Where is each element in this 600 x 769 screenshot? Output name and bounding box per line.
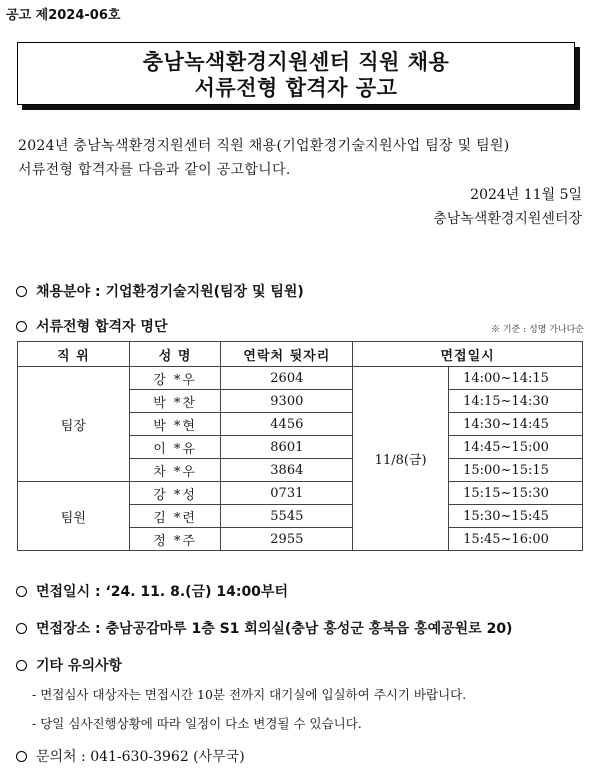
header-contact: 연락처 뒷자리 xyxy=(221,342,353,367)
time-cell: 14:30~14:45 xyxy=(449,413,583,436)
title-line-2: 서류전형 합격자 공고 xyxy=(194,76,398,100)
section-other-notes xyxy=(16,655,122,675)
note-item: - 당일 심사진행상황에 따라 일정이 다소 변경될 수 있습니다. xyxy=(32,716,362,731)
digits-cell: 2955 xyxy=(221,528,353,551)
table-row xyxy=(18,367,583,390)
intro-paragraph xyxy=(18,134,586,182)
section-field xyxy=(16,281,304,301)
section-contact xyxy=(16,746,245,766)
name-cell: 정 *주 xyxy=(129,528,221,551)
interview-place-text: 면접장소 : 충남공감마루 1층 S1 회의실(충남 홍성군 홍북읍 홍예공원로 20) xyxy=(36,621,513,637)
intro-line-1: 2024년 충남녹색환경지원센터 직원 채용(기업환경기술지원사업 팀장 및 팀원) xyxy=(18,138,510,154)
contact-text: 문의처 : 041-630-3962 (사무국) xyxy=(36,749,245,765)
interview-date-cell: 11/8(금) xyxy=(353,367,449,551)
circle-bullet-icon xyxy=(16,586,27,597)
section-field-text: 채용분야 : 기업환경기술지원(팀장 및 팀원) xyxy=(36,284,304,300)
name-cell: 김 *련 xyxy=(129,505,221,528)
section-roster xyxy=(16,316,167,336)
roster-basis: ※ 기준 : 성명 가나다순 xyxy=(490,325,584,335)
intro-line-2: 서류전형 합격자를 다음과 같이 공고합니다. xyxy=(18,162,291,178)
circle-bullet-icon xyxy=(16,286,27,297)
position-cell: 팀원 xyxy=(18,482,130,551)
time-cell: 15:00~15:15 xyxy=(449,459,583,482)
notice-number: 공고 제2024-06호 xyxy=(6,8,121,23)
time-cell: 15:15~15:30 xyxy=(449,482,583,505)
digits-cell: 3864 xyxy=(221,459,353,482)
name-cell: 강 *우 xyxy=(129,367,221,390)
digits-cell: 8601 xyxy=(221,436,353,459)
signer: 충남녹색환경지원센터장 xyxy=(433,211,582,227)
interview-datetime-text: 면접일시 : ‘24. 11. 8.(금) 14:00부터 xyxy=(36,584,288,600)
circle-bullet-icon xyxy=(16,751,27,762)
name-cell: 차 *우 xyxy=(129,459,221,482)
name-cell: 강 *성 xyxy=(129,482,221,505)
notice-date: 2024년 11월 5일 xyxy=(470,187,582,203)
header-name: 성 명 xyxy=(129,342,221,367)
title-box xyxy=(17,42,575,105)
roster-table xyxy=(17,341,583,551)
circle-bullet-icon xyxy=(16,623,27,634)
table-header-row xyxy=(18,342,583,367)
table-row xyxy=(18,482,583,505)
section-interview-place xyxy=(16,618,512,638)
position-cell: 팀장 xyxy=(18,367,130,482)
digits-cell: 0731 xyxy=(221,482,353,505)
header-position: 직 위 xyxy=(18,342,130,367)
time-cell: 14:15~14:30 xyxy=(449,390,583,413)
time-cell: 14:00~14:15 xyxy=(449,367,583,390)
note-item: - 면접심사 대상자는 면접시간 10분 전까지 대기실에 입실하여 주시기 바랍니다. xyxy=(32,687,467,702)
name-cell: 박 *찬 xyxy=(129,390,221,413)
circle-bullet-icon xyxy=(16,660,27,671)
title-line-1: 충남녹색환경지원센터 직원 채용 xyxy=(142,50,450,74)
name-cell: 이 *유 xyxy=(129,436,221,459)
name-cell: 박 *현 xyxy=(129,413,221,436)
digits-cell: 5545 xyxy=(221,505,353,528)
digits-cell: 4456 xyxy=(221,413,353,436)
circle-bullet-icon xyxy=(16,321,27,332)
section-interview-datetime xyxy=(16,581,288,601)
section-roster-text: 서류전형 합격자 명단 xyxy=(36,319,168,335)
digits-cell: 2604 xyxy=(221,367,353,390)
digits-cell: 9300 xyxy=(221,390,353,413)
header-interview: 면접일시 xyxy=(353,342,583,367)
time-cell: 15:45~16:00 xyxy=(449,528,583,551)
time-cell: 15:30~15:45 xyxy=(449,505,583,528)
time-cell: 14:45~15:00 xyxy=(449,436,583,459)
other-notes-text: 기타 유의사항 xyxy=(36,658,123,674)
